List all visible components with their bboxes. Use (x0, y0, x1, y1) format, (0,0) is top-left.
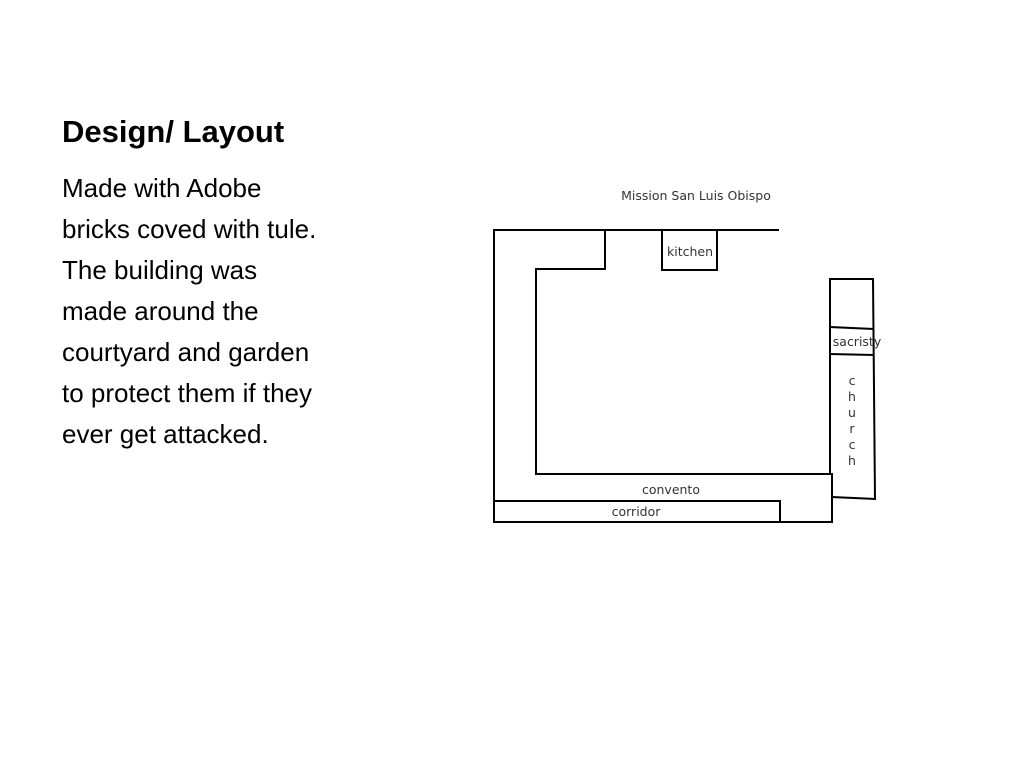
room-label-church-letter: h (848, 453, 856, 468)
room-label-church-letter: u (848, 405, 856, 420)
body-line: made around the (62, 296, 259, 326)
body-line: to protect them if they (62, 378, 313, 408)
plan-room-labels (612, 244, 882, 519)
room-label-convento: convento (641, 482, 701, 497)
body-line: The building was (62, 255, 258, 285)
body-line: Made with Adobe (62, 173, 262, 203)
church-right-wall (873, 279, 875, 499)
body-line: courtyard and garden (62, 337, 310, 367)
body-line: bricks coved with tule. (62, 214, 317, 244)
sacristy-top-wall (830, 327, 873, 329)
plan-walls (494, 230, 875, 522)
room-label-church-letter: r (849, 421, 855, 436)
room-label-church-letter: c (848, 437, 856, 452)
room-label-church-letter: c (848, 373, 856, 388)
room-label-sacristy: sacristy (832, 334, 882, 349)
sacristy-bottom-wall (830, 354, 873, 355)
body-line: ever get attacked. (62, 419, 269, 449)
room-label-church-letter: h (848, 389, 856, 404)
floor-plan-caption: Mission San Luis Obispo (621, 188, 771, 203)
room-label-kitchen: kitchen (666, 244, 714, 259)
slide-title: Design/ Layout (62, 114, 285, 149)
room-label-corridor: corridor (611, 504, 661, 519)
church-bottom-wall (832, 497, 875, 499)
